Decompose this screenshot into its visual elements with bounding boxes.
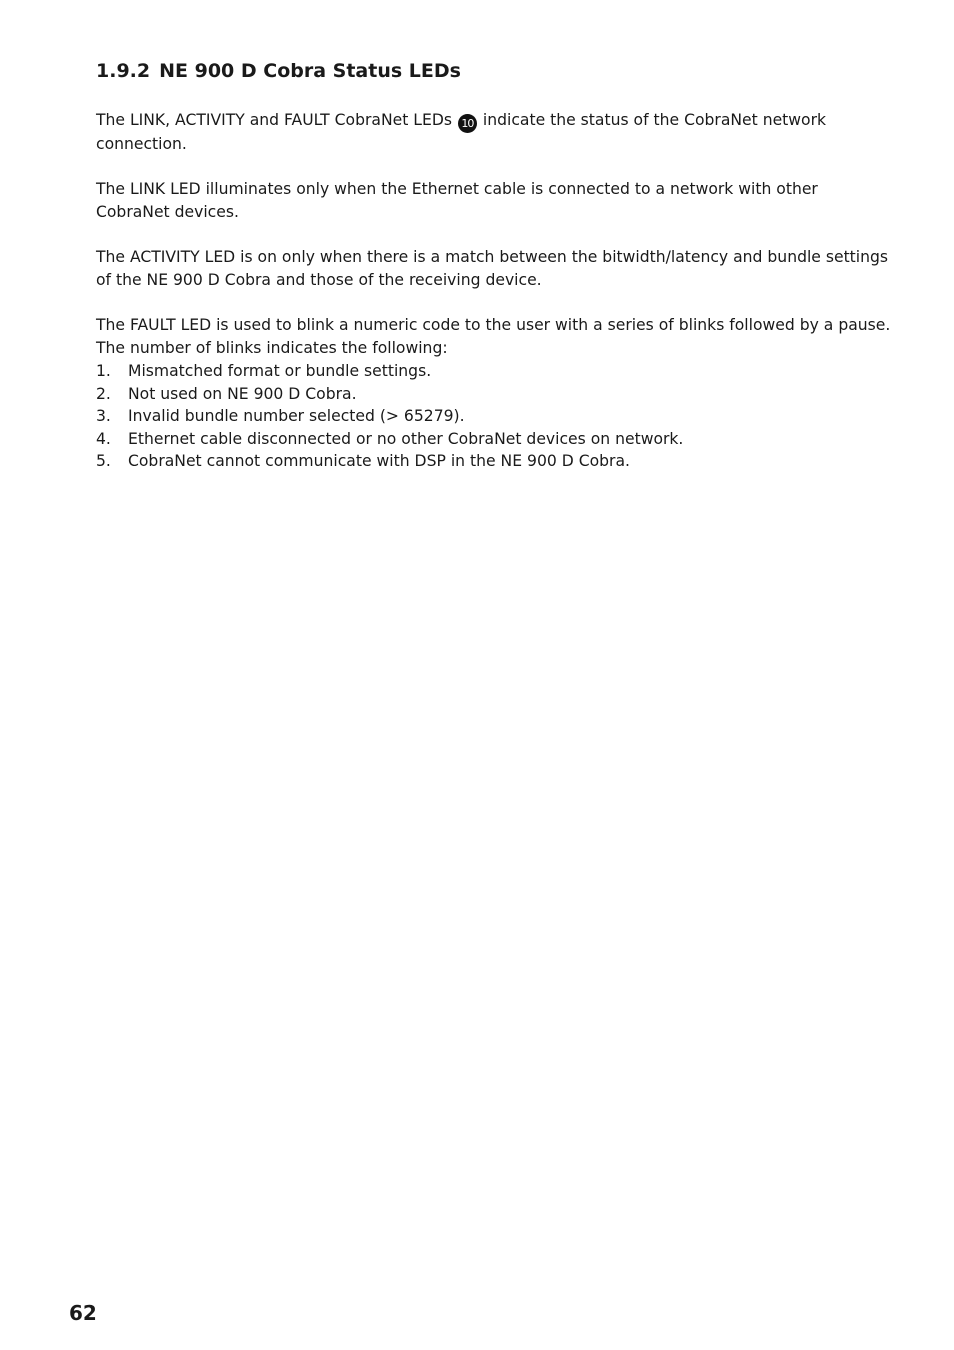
paragraph-link-led: The LINK LED illuminates only when the Ethernet cable is connected to a network with other CobraNet devices.	[96, 180, 818, 221]
paragraph-text: indicate the status of the CobraNet network connection.	[96, 111, 827, 153]
section-number: 1.9.2	[96, 60, 151, 82]
list-marker: 4.	[96, 429, 111, 448]
paragraph-activity-led: The ACTIVITY LED is on only when there is a match between the bitwidth/latency and bundle settings of the NE 900 D Cobra and those of the receiving device.	[96, 248, 889, 289]
paragraph-led-overview	[96, 109, 896, 156]
list-item-text: Not used on NE 900 D Cobra.	[128, 384, 357, 403]
list-marker: 5.	[96, 452, 111, 471]
fault-code-list	[96, 360, 896, 473]
section-heading	[96, 60, 896, 82]
list-marker: 3.	[96, 407, 111, 426]
section-title: NE 900 D Cobra Status LEDs	[159, 60, 461, 82]
list-marker: 2.	[96, 384, 111, 403]
callout-number-icon: 10	[458, 114, 477, 133]
list-item	[96, 450, 896, 473]
list-item	[96, 405, 896, 428]
document-page	[96, 60, 896, 473]
list-item-text: Mismatched format or bundle settings.	[128, 362, 432, 380]
list-item	[96, 428, 896, 451]
paragraph-fault-led: The FAULT LED is used to blink a numeric code to the user with a series of blinks followed by a pause. The number of blinks indicates the following:	[96, 316, 891, 357]
list-item	[96, 383, 896, 406]
list-item-text: Ethernet cable disconnected or no other CobraNet devices on network.	[128, 429, 684, 448]
list-item-text: Invalid bundle number selected (> 65279).	[128, 407, 465, 426]
list-marker: 1.	[96, 362, 111, 380]
list-item	[96, 360, 896, 383]
list-item-text: CobraNet cannot communicate with DSP in the NE 900 D Cobra.	[128, 452, 630, 471]
paragraph-text: The LINK, ACTIVITY and FAULT CobraNet LEDs	[96, 111, 457, 129]
page-number: 62	[69, 1301, 97, 1325]
